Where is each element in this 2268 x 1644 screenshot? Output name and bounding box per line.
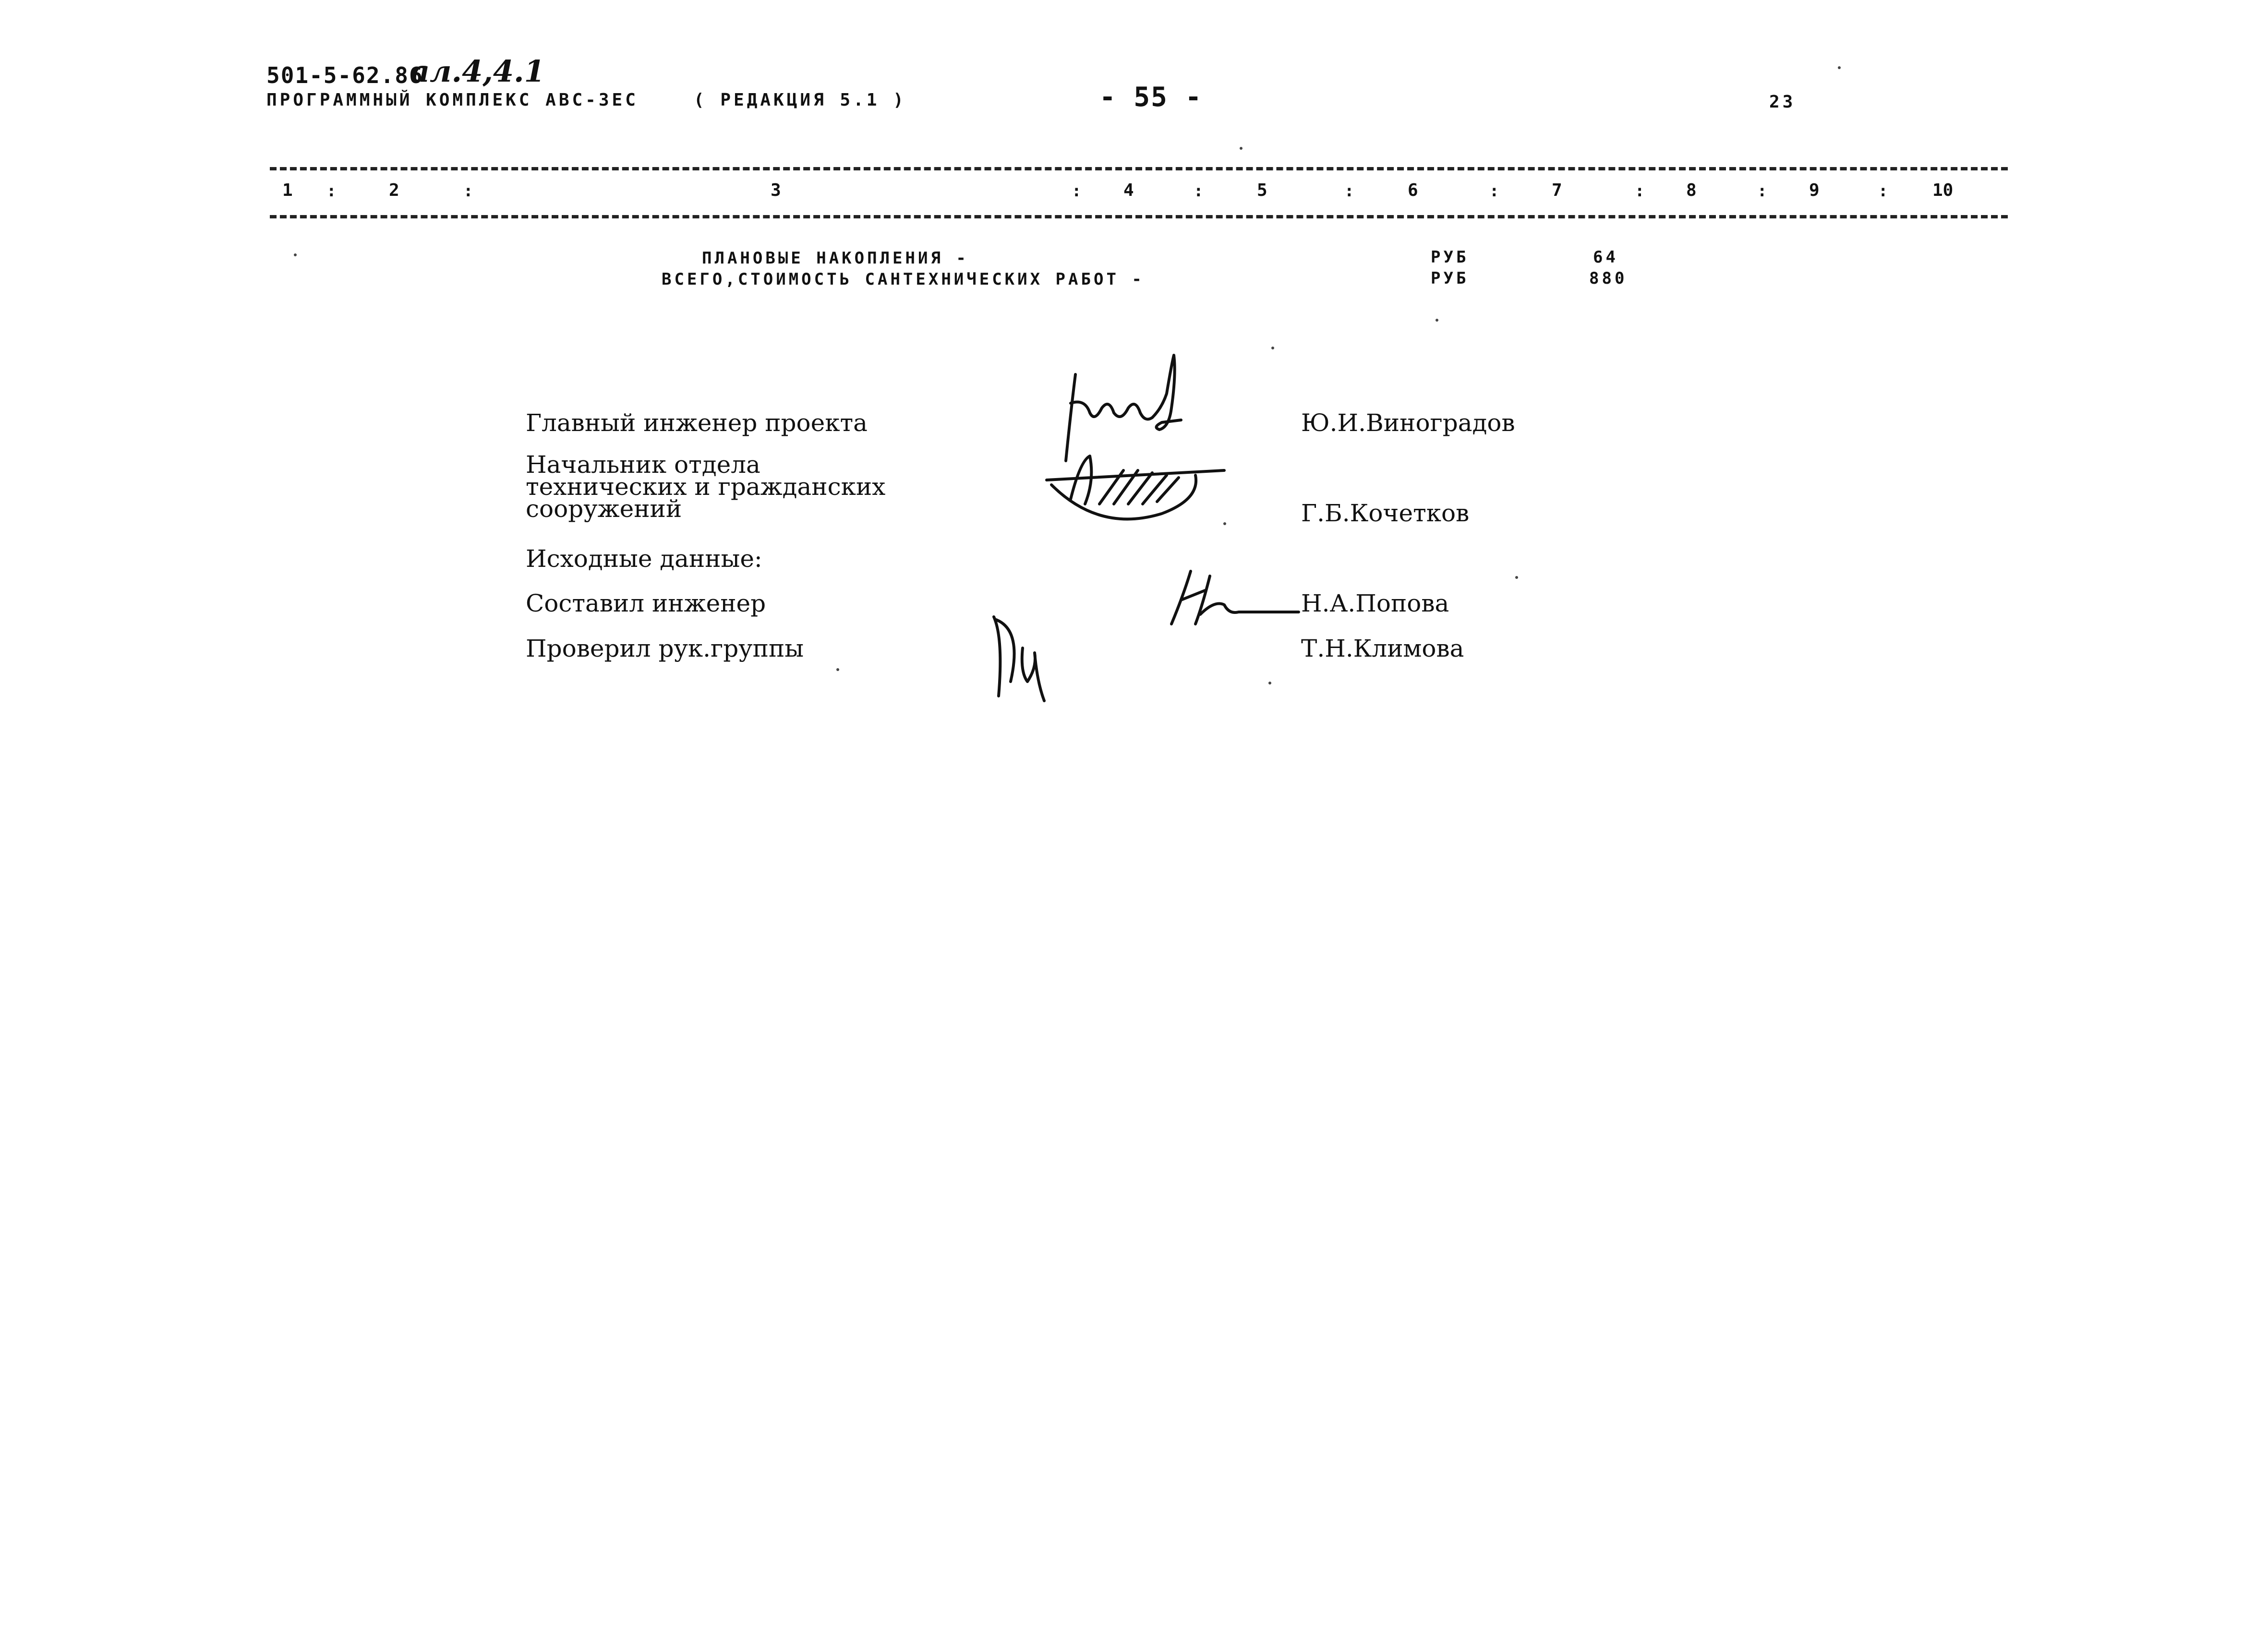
role-compiled-by: Составил инженер xyxy=(526,589,766,617)
role-checked-by: Проверил рук.группы xyxy=(526,635,804,662)
column-separator: : xyxy=(1072,181,1082,201)
total-value: 64 xyxy=(1593,248,1618,267)
name-popova: Н.А.Попова xyxy=(1301,589,1449,617)
total-unit: РУБ xyxy=(1431,248,1469,267)
column-number: 7 xyxy=(1552,180,1562,200)
column-separator: : xyxy=(1194,181,1204,201)
total-label-planned-savings: ПЛАНОВЫЕ НАКОПЛЕНИЯ - xyxy=(702,249,969,268)
column-number: 4 xyxy=(1123,180,1134,200)
column-separator: : xyxy=(326,181,337,201)
column-separator: : xyxy=(1757,181,1767,201)
role-chief-engineer: Главный инженер проекта xyxy=(526,409,868,437)
column-number: 8 xyxy=(1686,180,1697,200)
role-line: сооружений xyxy=(526,495,682,523)
scan-speck xyxy=(1838,66,1841,69)
scan-speck xyxy=(836,668,839,671)
column-number: 9 xyxy=(1809,180,1820,200)
column-number: 1 xyxy=(282,180,293,200)
signature-popova xyxy=(1162,566,1301,629)
role-source-data: Исходные данные: xyxy=(526,545,762,573)
table-bottom-rule xyxy=(270,215,2008,218)
scan-speck xyxy=(1268,682,1271,684)
page-number: - 55 - xyxy=(1099,82,1203,113)
signature-klimova xyxy=(989,610,1056,706)
sheet-number: 23 xyxy=(1769,92,1796,112)
scan-speck xyxy=(1271,347,1274,349)
total-unit: РУБ xyxy=(1431,269,1469,288)
table-top-rule xyxy=(270,167,2008,170)
column-separator: : xyxy=(1344,181,1354,201)
program-line: ПРОГРАММНЫЙ КОМПЛЕКС АВС-3ЕС xyxy=(266,90,639,110)
column-separator: : xyxy=(1489,181,1499,201)
column-separator: : xyxy=(1878,181,1888,201)
scan-speck xyxy=(1515,576,1518,579)
edition-label: ( РЕДАКЦИЯ 5.1 ) xyxy=(694,90,906,110)
scan-speck xyxy=(1436,319,1438,322)
handwritten-annotation: ал.4,4.1 xyxy=(410,54,545,89)
document-code: 501-5-62.86 xyxy=(266,62,423,88)
column-number: 6 xyxy=(1408,180,1418,200)
role-department-head xyxy=(526,451,886,523)
scan-speck xyxy=(1240,147,1243,150)
name-klimova: Т.Н.Климова xyxy=(1301,635,1464,662)
role-line: технических и гражданских xyxy=(526,473,886,501)
column-number: 2 xyxy=(389,180,399,200)
column-number: 3 xyxy=(771,180,781,200)
total-label-plumbing-cost: ВСЕГО,СТОИМОСТЬ САНТЕХНИЧЕСКИХ РАБОТ - xyxy=(662,270,1145,289)
name-kochetkov: Г.Б.Кочетков xyxy=(1301,499,1470,527)
column-separator: : xyxy=(463,181,473,201)
scan-speck xyxy=(294,253,297,256)
scan-speck xyxy=(1223,522,1226,525)
column-number: 5 xyxy=(1257,180,1267,200)
role-line: Начальник отдела xyxy=(526,451,760,479)
total-value: 880 xyxy=(1589,269,1628,288)
name-vinogradov: Ю.И.Виноградов xyxy=(1301,409,1515,437)
column-separator: : xyxy=(1635,181,1645,201)
column-number: 10 xyxy=(1932,180,1954,200)
signature-kochetkov xyxy=(1042,451,1234,538)
signature-vinogradov xyxy=(1056,346,1191,466)
